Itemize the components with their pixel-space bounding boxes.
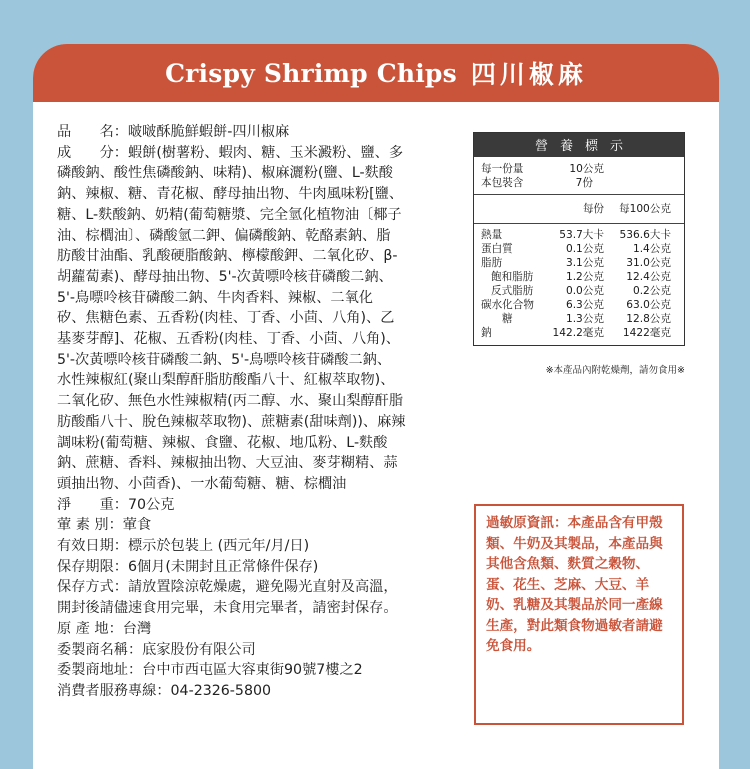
nutrient-per-100g: 12.8公克 [626,313,671,325]
title-english: Crispy Shrimp Chips [165,58,457,88]
allergen-text: 過敏原資訊：本產品含有甲殼類、牛奶及其製品，本產品與其他含魚類、麩質之穀物、蛋、花生、芝麻、大豆、羊奶、乳糖及其製品於同一產線生產，對此類食物過敏者請避免食用。 [486,515,663,654]
nutrient-row [474,312,684,326]
product-name-line [57,122,457,143]
product-name-value: 啵啵酥脆鮮蝦餅-四川椒麻 [127,124,290,140]
diet-line [57,515,457,536]
nutrient-name: 蛋白質 [481,243,513,255]
nutrition-title: 營養標示 [474,133,684,157]
serving-size-label: 每一份量 [481,163,524,175]
ingredients-line: 磷酸鈉、酸性焦磷酸鈉、味精)、椒麻灑粉(鹽、L-麩酸 [57,165,393,182]
ingredients-line: 胡蘿蔔素)、酵母抽出物、5'-次黃嘌呤核苷磷酸二鈉、 [57,268,393,285]
maker-value: 底家股份有限公司 [142,641,256,658]
nutrient-per-100g: 63.0公克 [626,299,671,311]
nutrient-name: 碳水化合物 [481,299,534,311]
nutrient-per-serving: 6.3公克 [565,299,604,311]
product-name-label: 品 名： [57,124,128,140]
address-value: 台中市西屯區大容東街90號7樓之2 [142,662,363,679]
nutrient-per-serving: 0.1公克 [565,243,604,255]
serving-info [474,157,684,194]
nutrient-per-100g: 0.2公克 [632,285,671,297]
expiry-value: 標示於包裝上 (西元年/月/日) [127,538,310,555]
diet-value: 葷食 [122,517,152,534]
ingredients-line: 成 分：蝦餅(樹薯粉、蝦肉、糖、玉米澱粉、鹽、多 [57,144,404,161]
origin-value: 台灣 [122,620,152,637]
storage-label: 保存方式： [57,579,128,596]
nutrient-per-serving: 142.2毫克 [552,327,604,339]
ingredients-line: 調味粉(葡萄糖、辣椒、食鹽、花椒、地瓜粉、L-麩酸 [57,434,388,451]
ingredients-line: 糖、L-麩酸鈉、奶精(葡萄糖漿、完全氫化植物油〔椰子 [57,206,402,223]
hotline-line [57,681,457,702]
ingredients-line: 基麥芽醇]、花椒、五香粉(肉桂、丁香、小茴、八角)、 [57,331,400,348]
nutrient-row [474,284,684,298]
address-line [57,660,457,681]
ingredients-line: 水性辣椒紅(聚山梨醇酐脂肪酸酯八十、紅椒萃取物)、 [57,372,395,389]
nutrient-row [474,242,684,256]
nutrient-name: 熱量 [481,229,503,241]
shelf-life-line [57,557,457,578]
label-card [33,44,719,769]
nutrition-table [473,132,685,346]
ingredients-line: 5'-次黃嘌呤核苷磷酸二鈉、5'-鳥嘌呤核苷磷酸二鈉、 [57,351,392,368]
servings-label: 本包裝含 [481,177,524,189]
desiccant-note: ※本產品內附乾燥劑，請勿食用※ [545,365,685,376]
col-per-100g: 每100公克 [618,203,671,215]
nutrient-per-100g: 31.0公克 [626,257,671,269]
nutrient-row [474,256,684,270]
column-header-row [474,194,684,223]
nutrient-row [474,270,684,284]
ingredients-line: 頭抽出物、小茴香)、一水葡萄糖、糖、棕櫚油 [57,475,347,492]
nutrient-name: 糖 [502,313,513,325]
net-weight-line [57,495,457,516]
diet-label: 葷 素 別： [57,517,123,534]
storage-value: 請放置陰涼乾燥處，避免陽光直射及高溫， [127,579,398,596]
ingredients-block [57,143,457,495]
serving-size-row [474,162,684,176]
origin-line [57,619,457,640]
servings-value: 7份 [575,177,593,189]
address-label: 委製商地址： [57,662,143,679]
maker-label: 委製商名稱： [57,641,143,658]
nutrient-name: 飽和脂肪 [491,271,534,283]
ingredients-line: 肪酸甘油酯、乳酸硬脂酸鈉、檸檬酸鉀、二氧化矽、β- [57,248,398,265]
servings-row [474,176,684,190]
nutrient-per-serving: 1.3公克 [565,313,604,325]
origin-label: 原 產 地： [57,620,123,637]
storage-line [57,577,457,598]
nutrient-per-serving: 53.7大卡 [559,229,604,241]
shelf-life-label: 保存期限： [57,558,128,575]
nutrient-row [474,326,684,340]
ingredients-line: 矽、焦糖色素、五香粉(肉桂、丁香、小茴、八角)、乙 [57,310,395,327]
ingredients-line: 鈉、蔗糖、香料、辣椒抽出物、大豆油、麥芽糊精、蒜 [57,455,398,472]
serving-size-value: 10公克 [569,163,604,175]
expiry-line [57,536,457,557]
nutrient-per-serving: 0.0公克 [565,285,604,297]
ingredients-line: 油、棕櫚油〕、磷酸氫二鉀、偏磷酸鈉、乾酪素鈉、脂 [57,227,391,244]
nutrient-rows [474,223,684,345]
nutrient-name: 鈉 [481,327,492,339]
shelf-life-value: 6個月(未開封且正常條件保存) [127,558,319,575]
nutrient-per-100g: 1422毫克 [622,327,671,339]
nutrient-per-100g: 1.4公克 [632,243,671,255]
expiry-label: 有效日期： [57,538,128,555]
nutrient-row [474,228,684,242]
product-info [57,122,457,702]
net-weight-value: 70公克 [127,496,175,513]
nutrient-per-serving: 3.1公克 [565,257,604,269]
ingredients-line: 二氧化矽、無色水性辣椒精(丙二醇、水、聚山梨醇酐脂 [57,393,404,410]
nutrient-name: 反式脂肪 [491,285,534,297]
nutrient-row [474,298,684,312]
hotline-value: 04-2326-5800 [170,682,272,699]
ingredients-line: 鈉、辣椒、糖、青花椒、酵母抽出物、牛肉風味粉[鹽、 [57,186,404,203]
nutrient-per-serving: 1.2公克 [565,271,604,283]
col-per-serving: 每份 [582,203,604,215]
allergen-box [474,504,684,725]
ingredients-line: 肪酸酯八十、脫色辣椒萃取物)、蔗糖素(甜味劑))、麻辣 [57,413,406,430]
ingredients-line: 5'-鳥嘌呤核苷磷酸二鈉、牛肉香料、辣椒、二氧化 [57,289,373,306]
maker-line [57,640,457,661]
header-banner [33,44,719,102]
nutrient-per-100g: 12.4公克 [626,271,671,283]
nutrient-name: 脂肪 [481,257,503,269]
nutrient-per-100g: 536.6大卡 [619,229,671,241]
storage-line-2: 開封後請儘速食用完畢，未食用完畢者，請密封保存。 [57,600,398,617]
hotline-label: 消費者服務專線： [57,682,171,699]
title-chinese: 四川椒麻 [470,60,587,89]
net-weight-label: 淨 重： [57,496,128,513]
